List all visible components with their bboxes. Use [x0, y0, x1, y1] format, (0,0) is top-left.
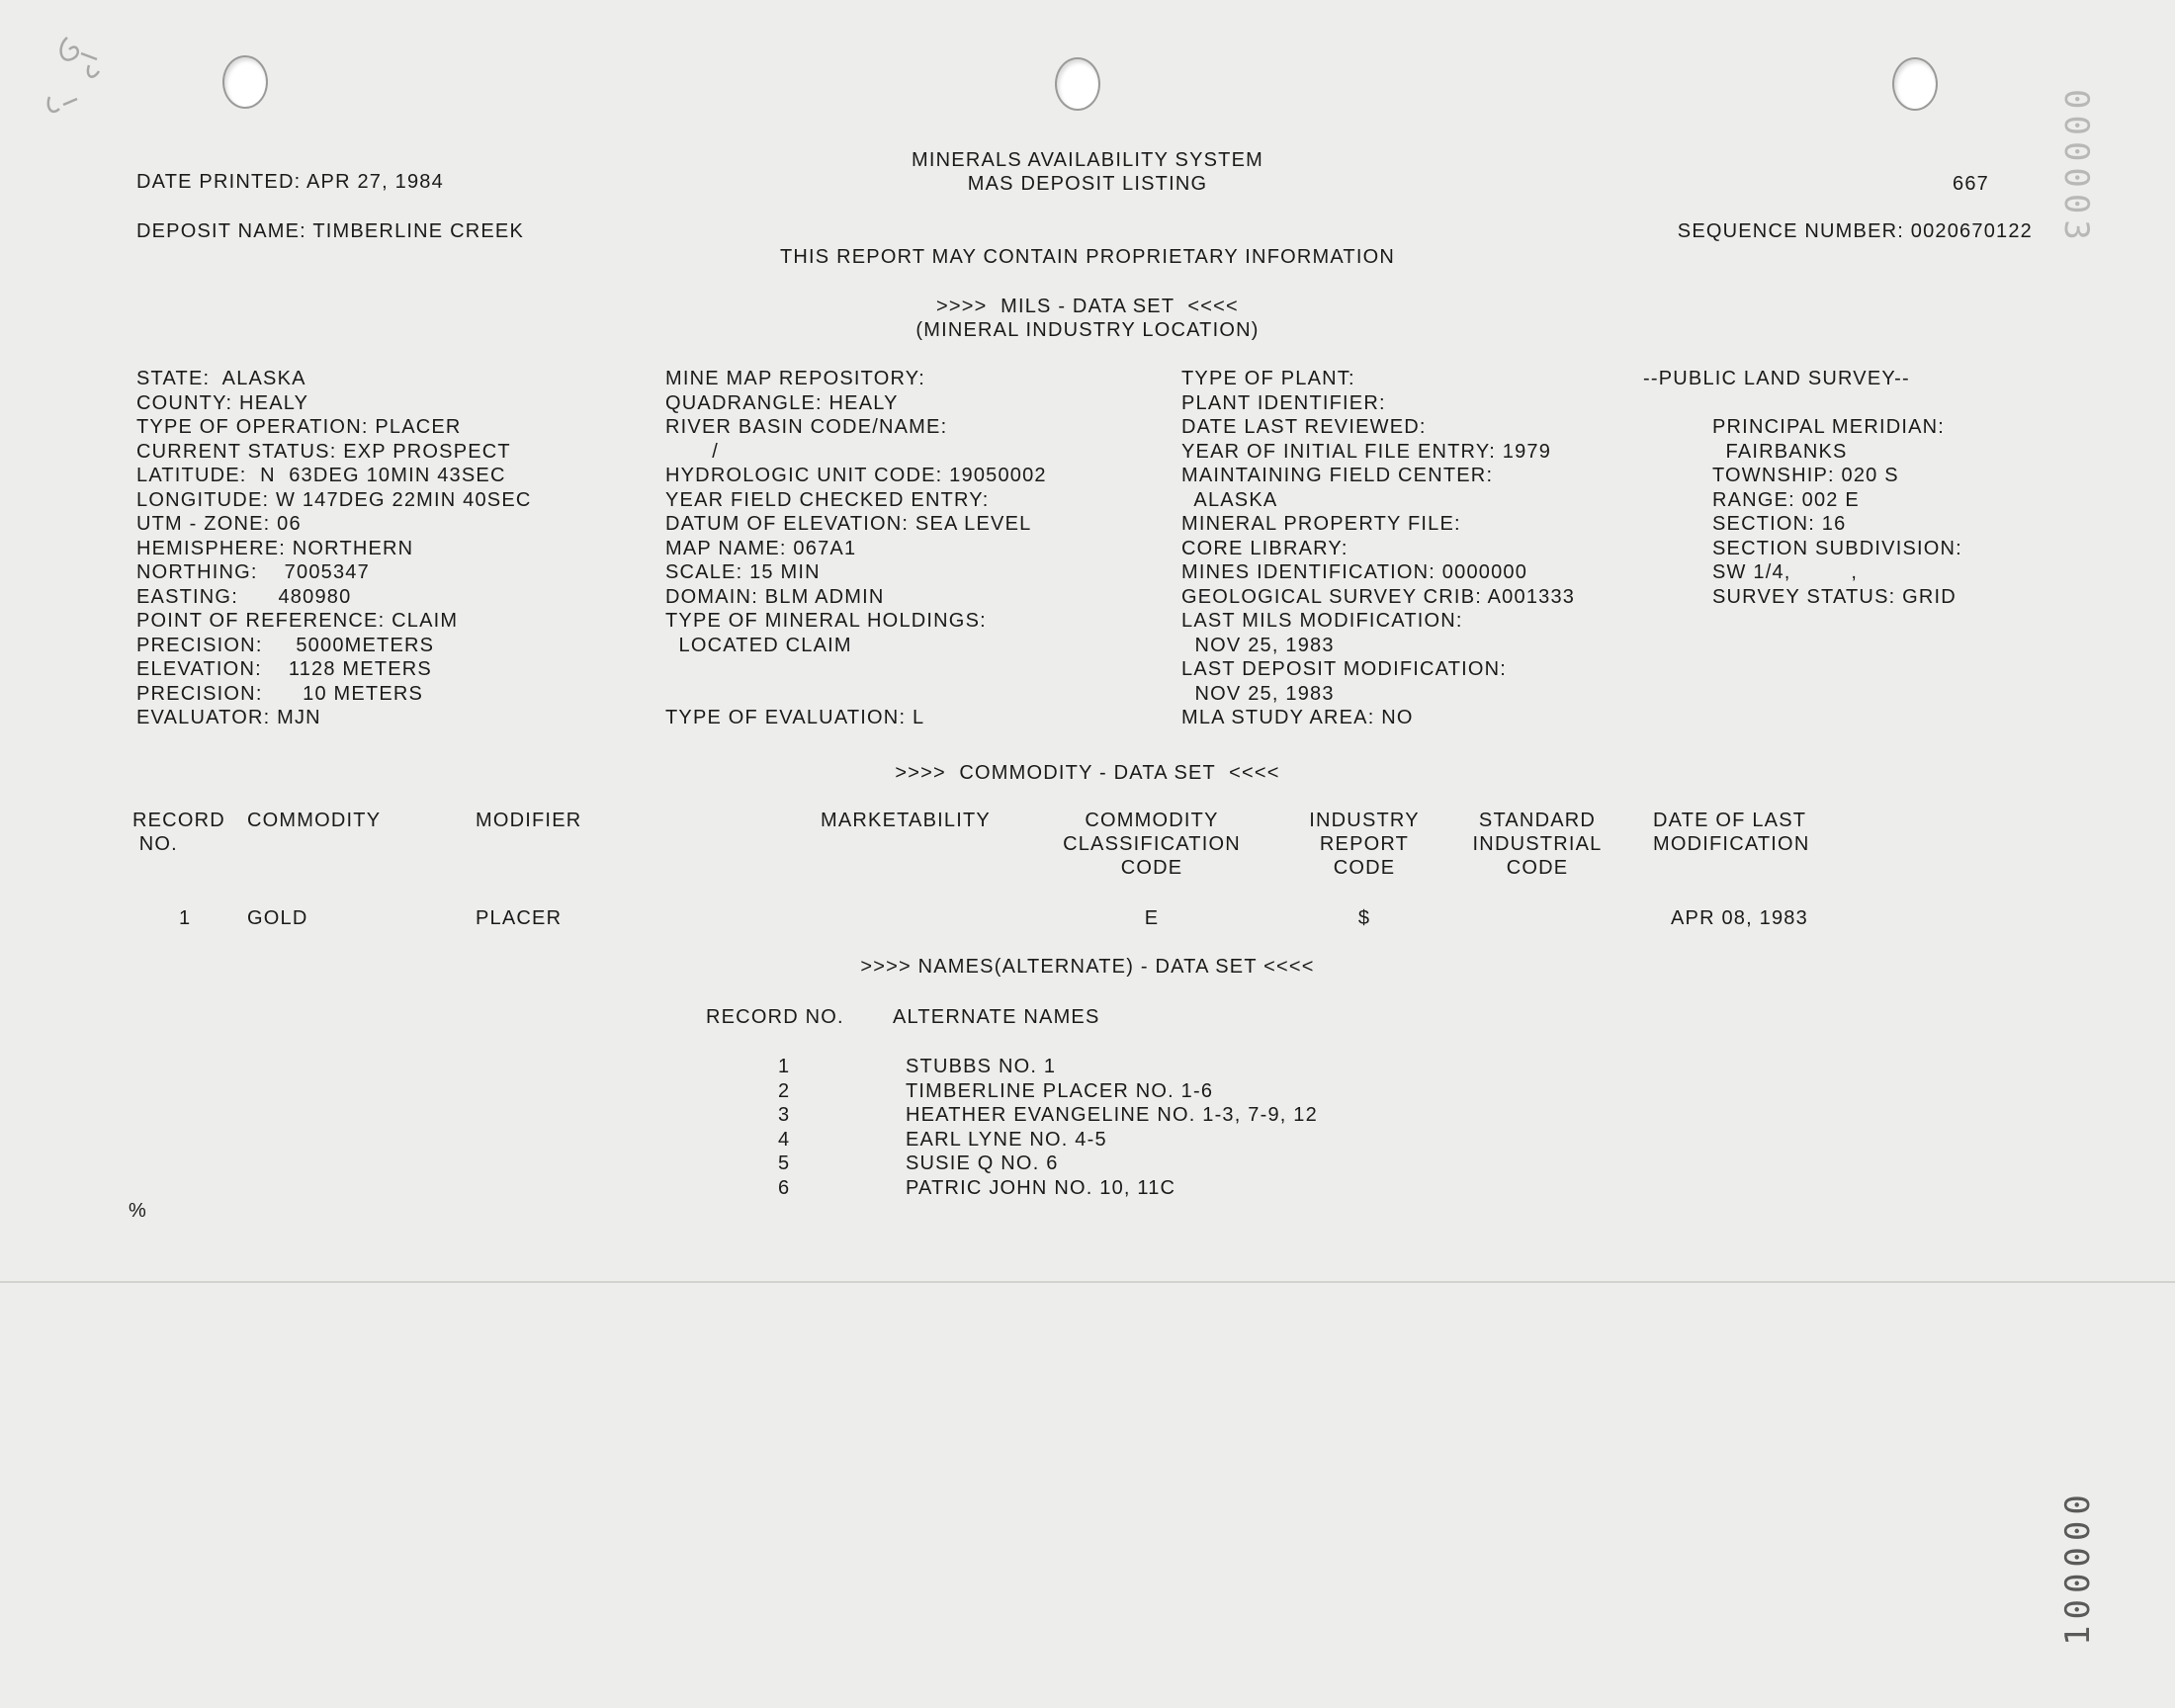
commodity-header-last-modification: DATE OF LAST MODIFICATION: [1653, 810, 1810, 855]
page-number: 667: [1953, 173, 1989, 195]
mils-field: LATITUDE: N 63DEG 10MIN 43SEC: [136, 465, 506, 486]
commodity-section-title: >>>> COMMODITY - DATA SET <<<<: [895, 762, 1280, 784]
mils-field: CURRENT STATUS: EXP PROSPECT: [136, 441, 511, 463]
mils-field: MAP NAME: 067A1: [665, 538, 857, 559]
mils-field: SECTION SUBDIVISION:: [1712, 538, 1962, 559]
commodity-modifier: PLACER: [476, 907, 563, 929]
name-record-no: 6: [778, 1177, 791, 1199]
mils-field: PLANT IDENTIFIER:: [1181, 392, 1386, 414]
mils-field: NORTHING: 7005347: [136, 561, 370, 583]
mils-field: MLA STUDY AREA: NO: [1181, 707, 1414, 728]
commodity-header-sic: STANDARD INDUSTRIAL CODE: [1472, 810, 1603, 879]
mils-field: MINERAL PROPERTY FILE:: [1181, 513, 1461, 535]
mils-field: STATE: ALASKA: [136, 368, 306, 389]
alternate-name: SUSIE Q NO. 6: [906, 1153, 1059, 1174]
alternate-name: HEATHER EVANGELINE NO. 1-3, 7-9, 12: [906, 1104, 1318, 1126]
handwritten-scribble: [30, 20, 129, 128]
mils-field: FAIRBANKS: [1712, 441, 1848, 463]
name-record-no: 1: [778, 1056, 791, 1077]
names-section-title: >>>> NAMES(ALTERNATE) - DATA SET <<<<: [860, 956, 1315, 978]
end-of-record-symbol: %: [129, 1200, 147, 1222]
mils-field: ALASKA: [1181, 489, 1278, 511]
mils-field: MAINTAINING FIELD CENTER:: [1181, 465, 1494, 486]
punch-hole-right: [1892, 57, 1938, 111]
mils-field: TOWNSHIP: 020 S: [1712, 465, 1899, 486]
commodity-header-modifier: MODIFIER: [476, 810, 582, 831]
punch-hole-left: [222, 55, 268, 109]
mils-field: POINT OF REFERENCE: CLAIM: [136, 610, 459, 632]
mils-field: LOCATED CLAIM: [665, 635, 852, 656]
commodity-record-no: 1: [179, 907, 192, 929]
name-record-no: 4: [778, 1129, 791, 1151]
mils-field: EASTING: 480980: [136, 586, 352, 608]
commodity-name: GOLD: [247, 907, 308, 929]
mils-field: UTM - ZONE: 06: [136, 513, 302, 535]
mils-field: YEAR FIELD CHECKED ENTRY:: [665, 489, 990, 511]
commodity-header-classification: COMMODITY CLASSIFICATION CODE: [1063, 810, 1241, 879]
commodity-last-modification: APR 08, 1983: [1671, 907, 1808, 929]
alternate-name: STUBBS NO. 1: [906, 1056, 1057, 1077]
mils-field: ELEVATION: 1128 METERS: [136, 658, 432, 680]
mils-field: RANGE: 002 E: [1712, 489, 1860, 511]
mils-field: SURVEY STATUS: GRID: [1712, 586, 1957, 608]
mils-field: SCALE: 15 MIN: [665, 561, 821, 583]
mils-field: LAST DEPOSIT MODIFICATION:: [1181, 658, 1508, 680]
name-record-no: 2: [778, 1080, 791, 1102]
alternate-name: EARL LYNE NO. 4-5: [906, 1129, 1107, 1151]
mils-field: YEAR OF INITIAL FILE ENTRY: 1979: [1181, 441, 1552, 463]
commodity-classification-code: E: [1144, 907, 1160, 929]
mils-field: RIVER BASIN CODE/NAME:: [665, 416, 948, 438]
listing-title: MAS DEPOSIT LISTING: [967, 173, 1208, 195]
mils-field: DOMAIN: BLM ADMIN: [665, 586, 885, 608]
commodity-header-industry-report: INDUSTRY REPORT CODE: [1309, 810, 1420, 879]
mils-field: EVALUATOR: MJN: [136, 707, 321, 728]
mils-field: LAST MILS MODIFICATION:: [1181, 610, 1463, 632]
page-stamp-top-right: 000003: [2056, 89, 2096, 246]
sequence-number: SEQUENCE NUMBER: 0020670122: [1677, 220, 2033, 242]
fold-line: [0, 1281, 2175, 1283]
mils-field: TYPE OF PLANT:: [1181, 368, 1355, 389]
alternate-name: PATRIC JOHN NO. 10, 11C: [906, 1177, 1176, 1199]
mils-field: TYPE OF OPERATION: PLACER: [136, 416, 462, 438]
mils-field: HYDROLOGIC UNIT CODE: 19050002: [665, 465, 1047, 486]
mils-field: TYPE OF MINERAL HOLDINGS:: [665, 610, 987, 632]
mils-field: NOV 25, 1983: [1181, 635, 1335, 656]
mils-field: DATE LAST REVIEWED:: [1181, 416, 1427, 438]
mils-field: TYPE OF EVALUATION: L: [665, 707, 925, 728]
mils-section-subtitle: (MINERAL INDUSTRY LOCATION): [915, 319, 1260, 341]
system-title: MINERALS AVAILABILITY SYSTEM: [912, 149, 1263, 171]
alternate-name: TIMBERLINE PLACER NO. 1-6: [906, 1080, 1214, 1102]
mils-field: MINE MAP REPOSITORY:: [665, 368, 925, 389]
mils-field: SW 1/4, ,: [1712, 561, 1859, 583]
mils-field: SECTION: 16: [1712, 513, 1847, 535]
mils-field: NOV 25, 1983: [1181, 683, 1335, 705]
page-stamp-bottom-right: 100000: [2058, 1489, 2098, 1646]
commodity-header-record: RECORD NO.: [132, 810, 225, 855]
punch-hole-center: [1055, 57, 1100, 111]
name-record-no: 3: [778, 1104, 791, 1126]
mils-field: PRECISION: 5000METERS: [136, 635, 435, 656]
mils-field: QUADRANGLE: HEALY: [665, 392, 899, 414]
mils-field: HEMISPHERE: NORTHERN: [136, 538, 414, 559]
name-record-no: 5: [778, 1153, 791, 1174]
commodity-industry-report-code: $: [1357, 907, 1371, 929]
date-printed: DATE PRINTED: APR 27, 1984: [136, 171, 444, 193]
names-header-alternate: ALTERNATE NAMES: [893, 1006, 1100, 1028]
mils-field: COUNTY: HEALY: [136, 392, 309, 414]
names-header-record: RECORD NO.: [706, 1006, 844, 1028]
public-land-survey-header: --PUBLIC LAND SURVEY--: [1643, 368, 1910, 389]
mils-field: CORE LIBRARY:: [1181, 538, 1348, 559]
mils-field: PRECISION: 10 METERS: [136, 683, 424, 705]
mils-field: PRINCIPAL MERIDIAN:: [1712, 416, 1946, 438]
mils-field: MINES IDENTIFICATION: 0000000: [1181, 561, 1528, 583]
mils-field: LONGITUDE: W 147DEG 22MIN 40SEC: [136, 489, 532, 511]
commodity-header-commodity: COMMODITY: [247, 810, 382, 831]
mils-section-title: >>>> MILS - DATA SET <<<<: [936, 296, 1239, 317]
deposit-name: DEPOSIT NAME: TIMBERLINE CREEK: [136, 220, 525, 242]
commodity-header-marketability: MARKETABILITY: [821, 810, 991, 831]
mils-field: GEOLOGICAL SURVEY CRIB: A001333: [1181, 586, 1576, 608]
proprietary-notice: THIS REPORT MAY CONTAIN PROPRIETARY INFORMATION: [779, 246, 1396, 268]
mils-field: /: [665, 441, 720, 463]
mils-field: DATUM OF ELEVATION: SEA LEVEL: [665, 513, 1032, 535]
